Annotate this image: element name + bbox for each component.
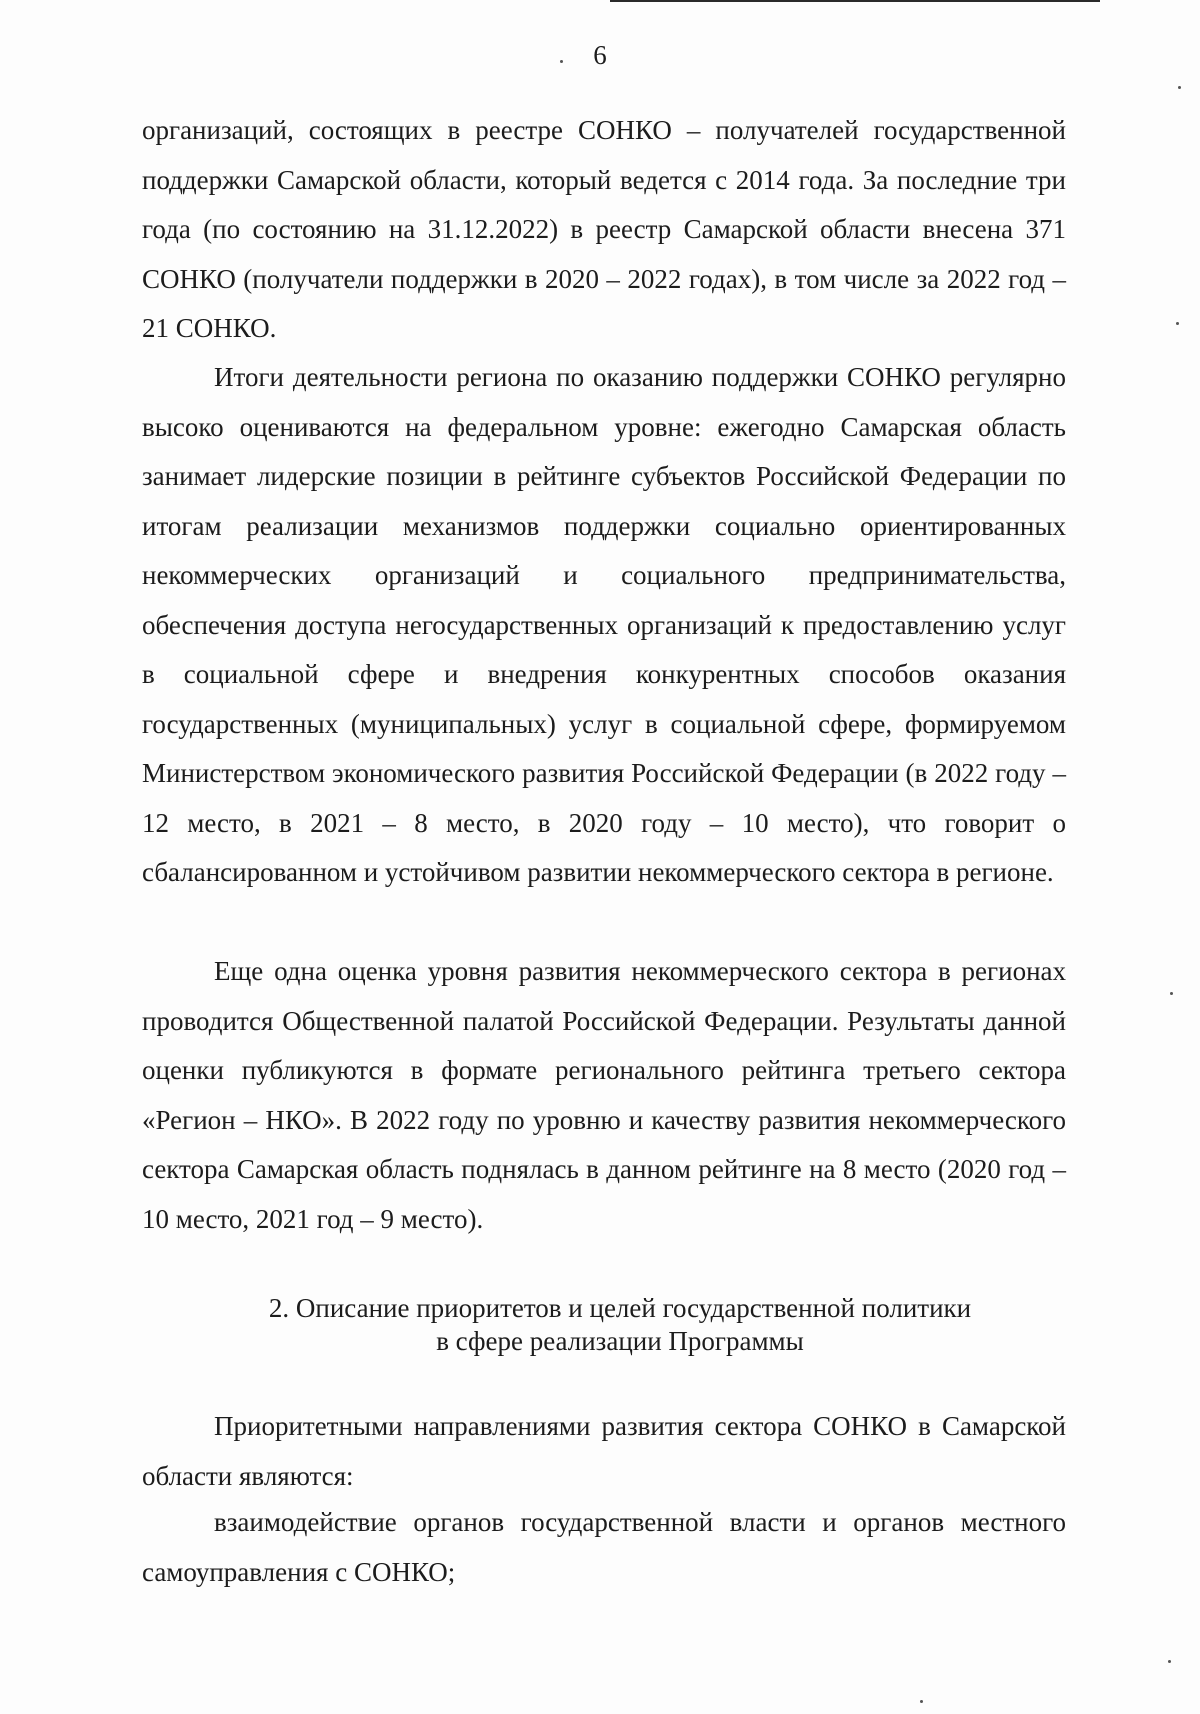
scan-edge-line: [610, 0, 1100, 2]
section-heading-line: в сфере реализации Программы: [436, 1326, 804, 1356]
paragraph-text: Еще одна оценка уровня развития некоммерческого сектора в регионах проводится Общественной палатой Российской Федерации. Результаты данной оценки публикуются в формате регионального рейтинга третьего сектора «Регион – НКО». В 2022 году по уровню и качеству развития некоммерческого сектора Самарская область поднялась в данном рейтинге на 8 место (2020 год – 10 место, 2021 год – 9 место).: [142, 956, 1066, 1234]
scan-speck: [920, 1700, 923, 1703]
scan-speck: [1168, 1660, 1171, 1663]
paragraph-federal-rating: [142, 353, 1066, 898]
paragraph-text: взаимодействие органов государственной власти и органов местного самоуправления с СОНКО;: [142, 1507, 1066, 1587]
section-heading-line: 2. Описание приоритетов и целей государственной политики: [268, 1293, 972, 1323]
paragraph-priority-item: [142, 1498, 1066, 1597]
scan-speck: [1170, 992, 1173, 995]
scan-speck: [1176, 322, 1179, 325]
paragraph-text: Приоритетными направлениями развития сектора СОНКО в Самарской области являются:: [142, 1411, 1066, 1491]
paragraph-public-chamber-rating: [142, 947, 1066, 1244]
paragraph-continuation: [142, 106, 1066, 354]
paragraph-priorities-intro: [142, 1402, 1066, 1501]
scan-speck: [560, 60, 563, 63]
paragraph-text: организаций, состоящих в реестре СОНКО – получателей государственной поддержки Самарской области, который ведется с 2014 года. За последние три года (по состоянию на 31.12.2022) в реестр Самарской области внесена 371 СОНКО (получатели поддержки в 2020 – 2022 годах), в том числе за 2022 год – 21 СОНКО.: [142, 115, 1066, 343]
paragraph-text: Итоги деятельности региона по оказанию поддержки СОНКО регулярно высоко оцениваются на федеральном уровне: ежегодно Самарская область занимает лидерские позиции в рейтинге субъектов Российской Федерации по итогам реализации механизмов поддержки социально ориентированных некоммерческих организаций и социального предпринимательства, обеспечения доступа негосударственных организаций к предоставлению услуг в социальной сфере и внедрения конкурентных способов оказания государственных (муниципальных) услуг в социальной сфере, формируемом Министерством экономического развития Российской Федерации (в 2022 году – 12 место, в 2021 – 8 место, в 2020 году – 10 место), что говорит о сбалансированном и устойчивом развитии некоммерческого сектора в регионе.: [142, 362, 1066, 887]
page-number: 6: [593, 40, 607, 70]
section-heading: [240, 1292, 1000, 1358]
scan-speck: [1178, 86, 1181, 89]
